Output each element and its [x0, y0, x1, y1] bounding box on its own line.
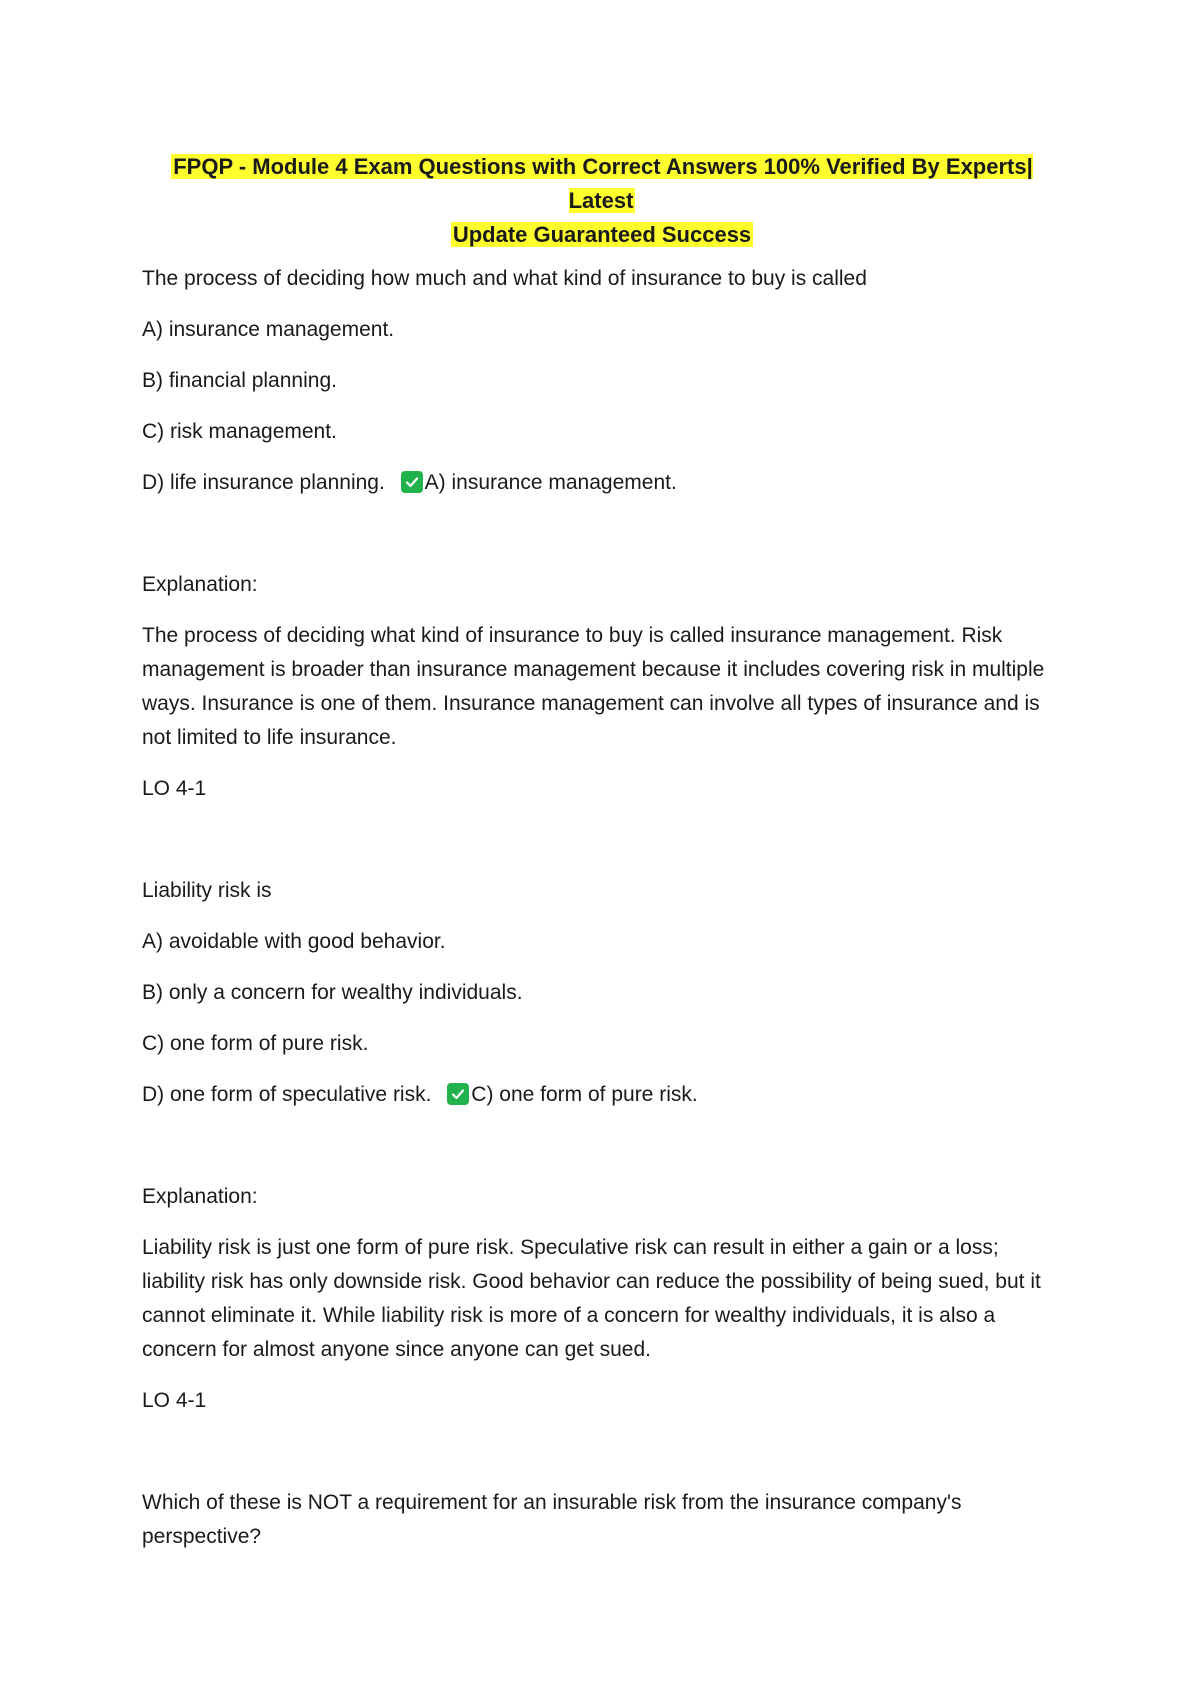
option-d: D) one form of speculative risk. [142, 1083, 432, 1106]
learning-objective: LO 4-1 [142, 1389, 207, 1412]
option-d: D) life insurance planning. [142, 471, 385, 494]
explanation-label: Explanation: [142, 1185, 258, 1208]
question-block-1 [142, 262, 1062, 806]
explanation-label: Explanation: [142, 573, 258, 596]
option-a: A) insurance management. [142, 318, 395, 341]
option-a: A) avoidable with good behavior. [142, 930, 446, 953]
option-c: C) risk management. [142, 420, 337, 443]
document-page [142, 150, 1062, 1571]
correct-answer: A) insurance management. [424, 471, 677, 494]
option-d-with-answer [142, 466, 1062, 500]
learning-objective: LO 4-1 [142, 777, 207, 800]
question-block-2 [142, 874, 1062, 1418]
title-line-2: Update Guaranteed Success [452, 222, 752, 247]
correct-answer: C) one form of pure risk. [471, 1083, 698, 1106]
option-b: B) financial planning. [142, 369, 337, 392]
document-title [142, 150, 1062, 252]
option-d-with-answer [142, 1078, 1062, 1112]
question-text: The process of deciding how much and what kind of insurance to buy is called [142, 267, 867, 290]
option-c: C) one form of pure risk. [142, 1032, 369, 1055]
check-mark-icon [447, 1083, 469, 1105]
question-text: Liability risk is [142, 879, 272, 902]
option-b: B) only a concern for wealthy individuals. [142, 981, 523, 1004]
explanation-text: The process of deciding what kind of insurance to buy is called insurance management. Risk management is broader than insurance management because it includes covering risk in multiple ways. Insurance is one of them. Insurance management can involve all types of insurance and is not limited to life insurance. [142, 624, 1045, 749]
check-mark-icon [401, 471, 423, 493]
question-text: Which of these is NOT a requirement for an insurable risk from the insurance company's perspective? [142, 1491, 962, 1548]
explanation-text: Liability risk is just one form of pure risk. Speculative risk can result in either a gain or a loss; liability risk has only downside risk. Good behavior can reduce the possibility of being sued, but it cannot eliminate it. While liability risk is more of a concern for wealthy individuals, it is also a concern for almost anyone since anyone can get sued. [142, 1236, 1041, 1361]
question-block-3 [142, 1486, 1062, 1554]
title-line-1: FPQP - Module 4 Exam Questions with Correct Answers 100% Verified By Experts| Latest [173, 154, 1033, 213]
